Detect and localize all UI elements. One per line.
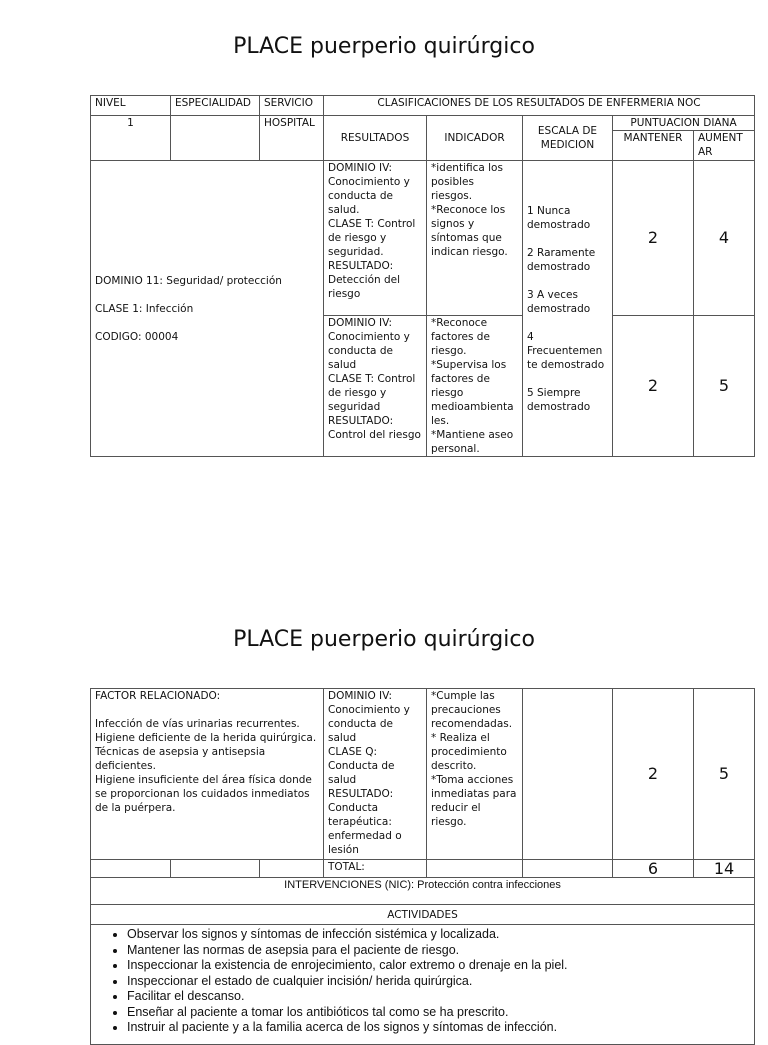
factor-relacionado: FACTOR RELACIONADO: Infección de vías urinarias recurrentes. Higiene deficiente de la herida quirúrgica. Técnicas de asepsia y antisepsia deficientes. Higiene insuficiente del área física donde se proporcionan los cuidados inmediatos de la puérpera. — [91, 689, 324, 860]
page-title-1: PLACE puerperio quirúrgico — [233, 34, 535, 59]
header-resultados: RESULTADOS — [324, 116, 427, 161]
mantener-value: 2 — [613, 316, 694, 457]
list-item: • Facilitar el descanso. — [127, 989, 754, 1005]
indicador-cell: *Reconoce factores de riesgo. *Supervisa los factores de riesgo medioambienta les. *Mantiene aseo personal. — [427, 316, 523, 457]
header-nivel: NIVEL — [91, 96, 171, 116]
list-item: • Mantener las normas de asepsia para el paciente de riesgo. — [127, 943, 754, 959]
mantener-value: 2 — [613, 161, 694, 316]
intervenciones-header: INTERVENCIONES (NIC): Protección contra infecciones — [91, 878, 755, 905]
noc-table-2 — [90, 688, 755, 1045]
list-item: • Inspeccionar el estado de cualquier incisión/ herida quirúrgica. — [127, 974, 754, 990]
nivel-value: 1 — [91, 116, 171, 161]
resultado-cell: DOMINIO IV: Conocimiento y conducta de salud. CLASE T: Control de riesgo y seguridad. RESULTADO: Detección del riesgo — [324, 161, 427, 316]
especialidad-value — [171, 116, 260, 161]
actividades-header: ACTIVIDADES — [91, 905, 755, 925]
header-indicador: INDICADOR — [427, 116, 523, 161]
mantener-value: 2 — [613, 689, 694, 860]
escala-cell — [523, 689, 613, 860]
indicador-cell: *identifica los posibles riesgos. *Reconoce los signos y síntomas que indican riesgo. — [427, 161, 523, 316]
noc-table-1 — [90, 95, 755, 457]
total-empty — [427, 860, 523, 878]
list-item: • Inspeccionar la existencia de enrojecimiento, calor extremo o drenaje en la piel. — [127, 958, 754, 974]
aumentar-value: 4 — [694, 161, 755, 316]
resultado-cell: DOMINIO IV: Conocimiento y conducta de salud CLASE T: Control de riesgo y seguridad RESULTADO: Control del riesgo — [324, 316, 427, 457]
total-empty — [91, 860, 171, 878]
total-label: TOTAL: — [324, 860, 427, 878]
header-especialidad: ESPECIALIDAD — [171, 96, 260, 116]
indicador-cell: *Cumple las precauciones recomendadas. * Realiza el procedimiento descrito. *Toma acciones inmediatas para reducir el riesgo. — [427, 689, 523, 860]
header-puntuacion: PUNTUACION DIANA — [613, 116, 755, 131]
resultado-cell: DOMINIO IV: Conocimiento y conducta de salud CLASE Q: Conducta de salud RESULTADO: Conducta terapéutica: enfermedad o lesión — [324, 689, 427, 860]
actividades-list — [91, 927, 754, 1036]
escala-cell: 1 Nunca demostrado 2 Raramente demostrado 3 A veces demostrado 4 Frecuentemen te demostrado 5 Siempre demostrado — [523, 161, 613, 457]
actividades-list-cell — [91, 925, 755, 1045]
header-escala: ESCALA DE MEDICION — [523, 116, 613, 161]
dominio-block: DOMINIO 11: Seguridad/ protección CLASE 1: Infección CODIGO: 00004 — [91, 161, 324, 457]
list-item: • Enseñar al paciente a tomar los antibióticos tal como se ha prescrito. — [127, 1005, 754, 1021]
aumentar-value: 5 — [694, 316, 755, 457]
header-servicio: SERVICIO — [260, 96, 324, 116]
header-mantener: MANTENER — [613, 131, 694, 161]
header-aumentar: AUMENT AR — [694, 131, 755, 161]
total-empty — [260, 860, 324, 878]
aumentar-value: 5 — [694, 689, 755, 860]
total-empty — [523, 860, 613, 878]
servicio-value: HOSPITAL — [260, 116, 324, 161]
page-title-2: PLACE puerperio quirúrgico — [233, 627, 535, 652]
header-clasificaciones: CLASIFICACIONES DE LOS RESULTADOS DE ENFERMERIA NOC — [324, 96, 755, 116]
list-item: • Instruir al paciente y a la familia acerca de los signos y síntomas de infección. — [127, 1020, 754, 1036]
total-aumentar: 14 — [694, 860, 755, 878]
total-mantener: 6 — [613, 860, 694, 878]
total-empty — [171, 860, 260, 878]
list-item: • Observar los signos y síntomas de infección sistémica y localizada. — [127, 927, 754, 943]
